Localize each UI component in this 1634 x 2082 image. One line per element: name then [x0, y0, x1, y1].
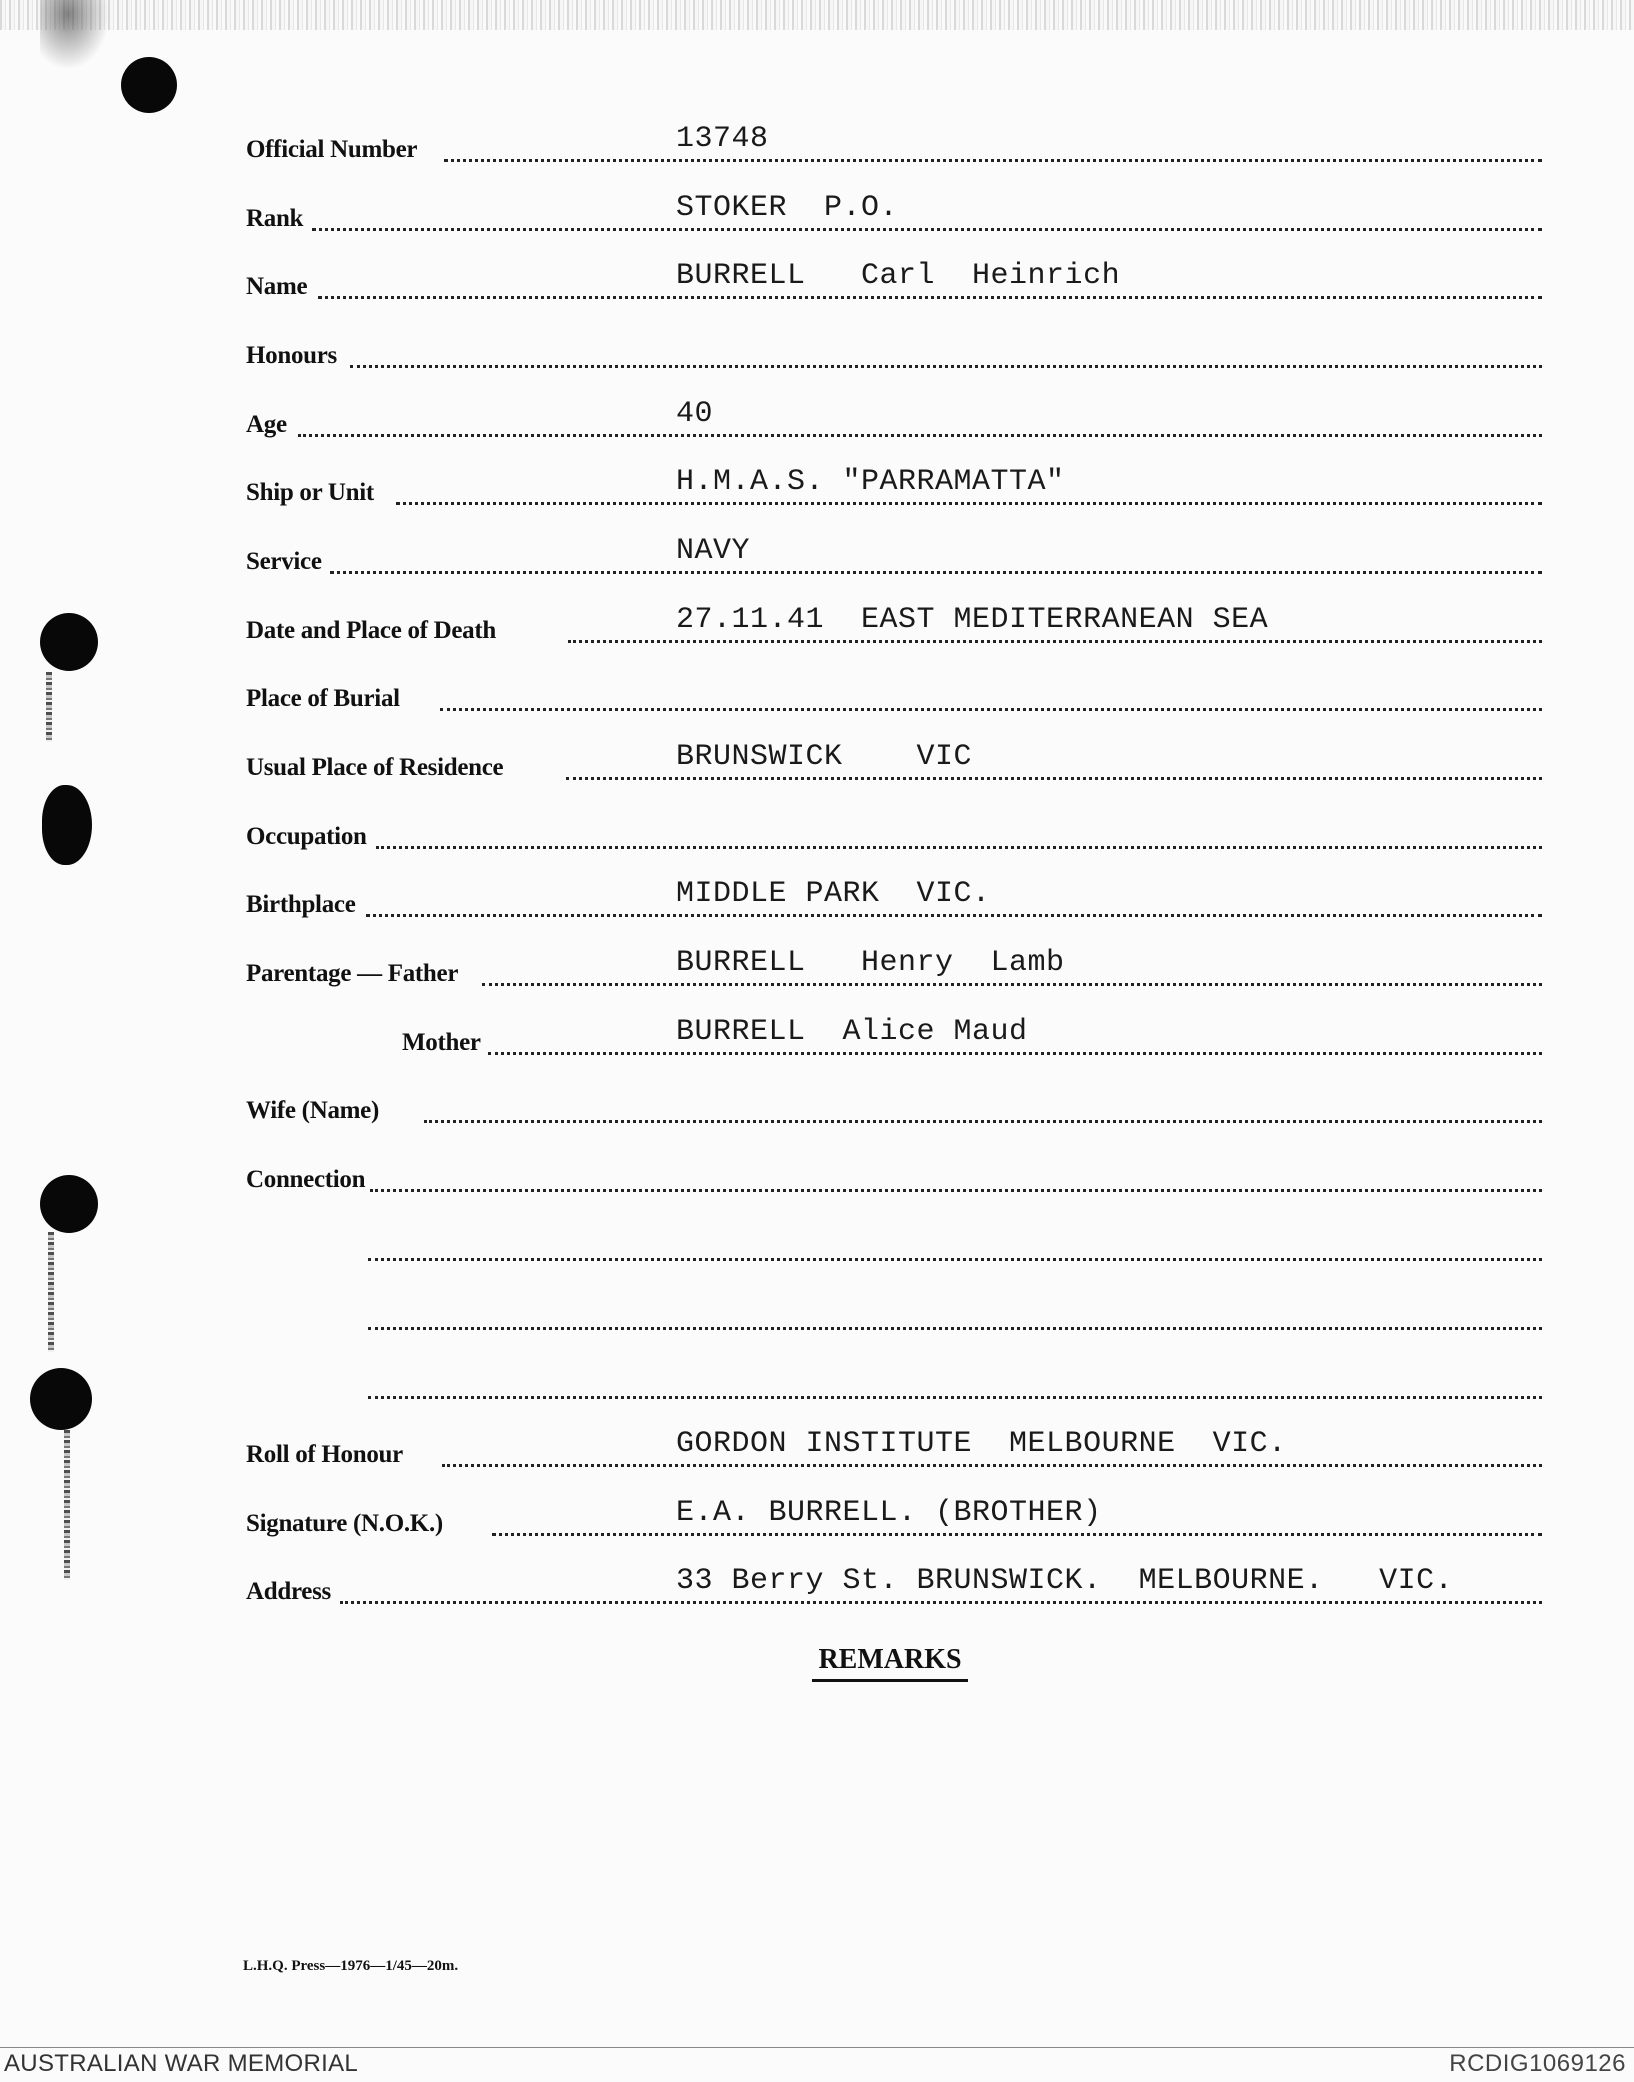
dotted-rule: [444, 159, 1542, 162]
dotted-rule: [396, 502, 1542, 505]
dotted-rule: [298, 434, 1542, 437]
field-connection: [0, 1158, 1634, 1198]
field-usual-residence: [0, 740, 1634, 786]
dotted-rule: [330, 571, 1542, 574]
dotted-rule: [368, 1396, 1542, 1399]
field-signature: [0, 1496, 1634, 1542]
dotted-rule: [492, 1533, 1542, 1536]
field-label: Signature (N.O.K.): [246, 1510, 443, 1537]
field-value: 33 Berry St. BRUNSWICK. MELBOURNE. VIC.: [676, 1564, 1454, 1598]
field-label: Rank: [246, 205, 304, 232]
dotted-rule: [366, 914, 1542, 917]
field-place-of-burial: [0, 677, 1634, 717]
dotted-rule: [482, 983, 1542, 986]
field-wife: [0, 1089, 1634, 1129]
field-connection-line: [0, 1365, 1634, 1405]
field-value: NAVY: [676, 534, 751, 568]
field-label: Birthplace: [246, 891, 356, 918]
field-value: GORDON INSTITUTE MELBOURNE VIC.: [676, 1427, 1287, 1461]
dotted-rule: [370, 1189, 1542, 1192]
field-label: Place of Burial: [246, 685, 400, 712]
field-honours: [0, 334, 1634, 374]
field-name: [0, 259, 1634, 305]
field-value: 27.11.41 EAST MEDITERRANEAN SEA: [676, 603, 1269, 637]
field-value: E.A. BURRELL. (BROTHER): [676, 1496, 1102, 1530]
field-value: BURRELL Carl Heinrich: [676, 259, 1121, 293]
field-connection-line: [0, 1296, 1634, 1336]
field-address: [0, 1564, 1634, 1610]
field-label: Name: [246, 273, 308, 300]
scan-smudge: [40, 0, 110, 70]
field-connection-line: [0, 1227, 1634, 1267]
scan-grain-top: [0, 0, 1634, 30]
field-value: BURRELL Alice Maud: [676, 1015, 1028, 1049]
field-label: Age: [246, 411, 287, 438]
field-value: STOKER P.O.: [676, 191, 899, 225]
field-label: Roll of Honour: [246, 1441, 403, 1468]
dotted-rule: [312, 228, 1542, 231]
dotted-rule: [440, 708, 1542, 711]
punch-hole: [121, 57, 177, 113]
remarks-heading: REMARKS: [812, 1644, 968, 1682]
field-label: Parentage — Father: [246, 960, 459, 987]
dotted-rule: [318, 296, 1542, 299]
dotted-rule: [350, 365, 1542, 368]
dotted-rule: [424, 1120, 1542, 1123]
field-label: Honours: [246, 342, 337, 369]
dotted-rule: [368, 1258, 1542, 1261]
field-roll-of-honour: [0, 1427, 1634, 1473]
field-rank: [0, 191, 1634, 237]
field-value: 13748: [676, 122, 769, 156]
field-label: Connection: [246, 1166, 366, 1193]
field-occupation: [0, 815, 1634, 855]
field-mother: [0, 1015, 1634, 1061]
field-official-number: [0, 122, 1634, 168]
field-label: Address: [246, 1578, 331, 1605]
dotted-rule: [568, 640, 1542, 643]
field-father: [0, 946, 1634, 992]
field-label: Usual Place of Residence: [246, 754, 504, 781]
dotted-rule: [488, 1052, 1542, 1055]
field-label: Occupation: [246, 823, 367, 850]
footer-institution: AUSTRALIAN WAR MEMORIAL: [4, 2050, 359, 2077]
field-value: MIDDLE PARK VIC.: [676, 877, 991, 911]
footer-divider: [0, 2047, 1634, 2048]
dotted-rule: [340, 1601, 1542, 1604]
dotted-rule: [368, 1327, 1542, 1330]
field-birthplace: [0, 877, 1634, 923]
footer-reference: RCDIG1069126: [1449, 2050, 1626, 2077]
field-value: BURRELL Henry Lamb: [676, 946, 1065, 980]
field-value: BRUNSWICK VIC: [676, 740, 973, 774]
field-label: Mother: [402, 1029, 481, 1056]
field-label: Service: [246, 548, 322, 575]
field-label: Date and Place of Death: [246, 617, 496, 644]
field-date-place-death: [0, 603, 1634, 649]
field-label: Ship or Unit: [246, 479, 374, 506]
dotted-rule: [442, 1464, 1542, 1467]
field-service: [0, 534, 1634, 580]
dotted-rule: [376, 846, 1542, 849]
dotted-rule: [566, 777, 1542, 780]
field-label: Official Number: [246, 136, 418, 163]
printer-imprint: L.H.Q. Press—1976—1/45—20m.: [243, 1958, 459, 1974]
field-age: [0, 397, 1634, 443]
field-value: 40: [676, 397, 714, 431]
field-ship-or-unit: [0, 465, 1634, 511]
field-label: Wife (Name): [246, 1097, 379, 1124]
field-value: H.M.A.S. "PARRAMATTA": [676, 465, 1065, 499]
